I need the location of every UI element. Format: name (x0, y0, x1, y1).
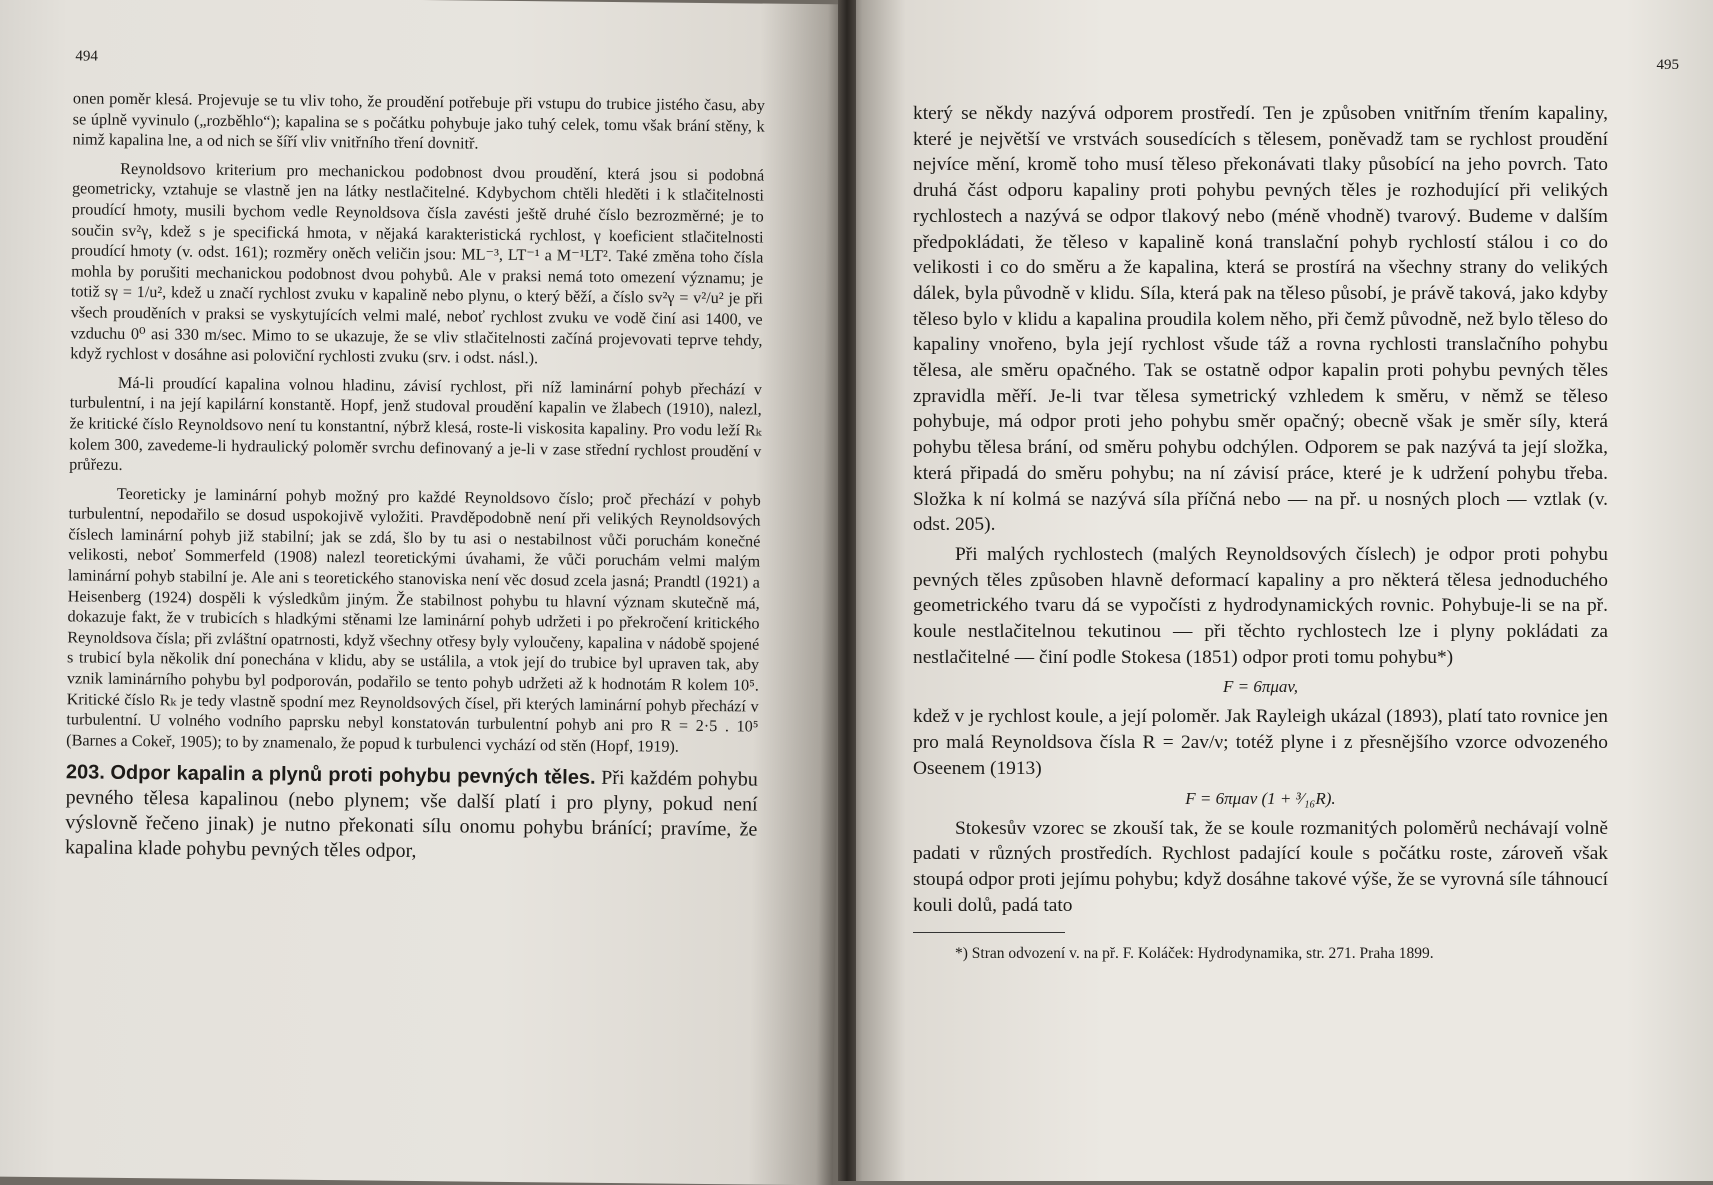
left-page (0, 0, 845, 1185)
paragraph: Má-li proudící kapalina volnou hladinu, závisí rychlost, při níž laminární pohyb přechází v turbulentní, i na její kapilární konstantě. Hopf, jenž studoval proudění kapalin ve žlabech (1910), nalezl, že kritické číslo Reynoldsovo není tu konstantní, nýbrž klesá, roste-li viskosita kapaliny. Pro vodu leží Rₖ kolem 300, zavedeme-li hydraulický poloměr svrchu definovaný a je-li v zase střední rychlost proudění v průřezu. (69, 373, 763, 474)
book-gutter (838, 0, 856, 1181)
paragraph: Při malých rychlostech (malých Reynoldsových číslech) je odpor proti pohybu pevných těles způsoben hlavně deformací kapaliny a pro některá tělesa jednoduchého geometrického tvaru dá se vypočísti z hydrodynamických rovnic. Pohybuje-li se na př. koule nestlačitelnou tekutinou — při těchto rychlostech lze i plyny pokládati za nestlačitelné — činí podle Stokesa (1851) odpor proti tomu pohybu*) (913, 543, 1608, 668)
page-number-right: 495 (1656, 57, 1679, 73)
section-title: Odpor kapalin a plynů proti pohybu pevných těles. (110, 762, 596, 790)
footnote: *) Stran odvození v. na př. F. Koláček: Hydrodynamika, str. 271. Praha 1899. (955, 945, 1434, 963)
paragraph: onen poměr klesá. Projevuje se tu vliv toho, že proudění potřebuje při vstupu do trubice jistého času, aby se úplně vyvinulo („rozběhlo“); kapalina se s počátku pohybuje jako tuhý celek, tomu však brání stěny, k nimž kapalina lne, a od nich se šíří vliv vnitřního tření dovnitř. (72, 89, 766, 153)
paragraph: který se někdy nazývá odporem prostředí. Ten je způsoben vnitřním třením kapaliny, které je největší ve vrstvách sousedících s tělesem, poněvadž tam se rychlost proudění nejvíce mění, kromě toho musí těleso překonávati tlaky působící na jeho povrch. Tato druhá část odporu kapaliny proti pohybu pevných těles je rozhodující při velikých rychlostech a nazývá se odpor tlakový nebo (méně vhodně) tvarový. Budeme v dalším předpokládati, že těleso v kapalině koná translační pohyb rychlostí stálou i co do velikosti i co do směru a že kapalina, která se prostírá na všechny strany do velikých dálek, byla původně v klidu. Síla, která pak na těleso působí, je právě taková, jako kdyby těleso bylo v klidu a kapalina proudila kolem něho, při čemž původně, než bylo těleso do kapaliny vnořeno, byla její rychlost všude táž a rovna rychlosti translačního pohybu tělesa, ale směru opačného. Tak se ostatně odpor kapalin proti pohybu pevných těles zpravidla měří. Je-li tvar tělesa symetrický vzhledem k směru, v němž se těleso pohybuje, má odpor proti jeho pohybu směr opačný; obecně však je směr síly, která pohybu tělesa brání, od směru pohybu odchýlen. Odporem se pak nazývá ta její složka, která připadá do směru pohybu; na ní závisí práce, které je k udržení pohybu třeba. Složka k ní kolmá se nazývá síla příčná nebo — na př. u nosných ploch — vztlak (v. odst. 205). (913, 103, 1608, 536)
section-number: 203. (65, 761, 105, 785)
paragraph: Stokesův vzorec se zkouší tak, že se koule rozmanitých poloměrů nechávají volně padati v různých prostředích. Rychlost padající koule s počátku roste, zároveň však stoupá odpor proti jejímu pohybu; když dosáhne takové výše, že se vyrovná síle táhnoucí kouli dolů, padá tato (913, 817, 1608, 916)
footnote-rule (913, 932, 1065, 933)
right-page-body (913, 101, 1608, 965)
page-number-left: 494 (75, 48, 98, 65)
paragraph: kdež v je rychlost koule, a její poloměr. Jak Rayleigh ukázal (1893), platí tato rovnice jen pro malá Reynoldsova čísla R = 2av/ν; totéž plyne i z přesnějšího vzorce odvozeného Oseenem (1913) (913, 706, 1608, 779)
equation: F = 6πμav (1 + ³⁄₁₆R). (1185, 788, 1336, 808)
paragraph: Teoreticky je laminární pohyb možný pro každé Reynoldsovo číslo; proč přechází v pohyb turbulentní, nepodařilo se dosud uspokojivě vyložiti. Pravděpodobně není při velikých Reynoldsových číslech laminární pohyb již stabilní; jak se zdá, šlo by tu asi o nestabilnost vůči poruchám konečné velikosti, neboť Sommerfeld (1908) nalezl teoretickými úvahami, že vůči poruchám velmi malým laminární pohyb stabilní je. Ale ani s teoretického stanoviska není věc dosud zcela jasná; Prandtl (1921) a Heisenberg (1924) dospěli k výsledkům jiným. Že stabilnost pohybu tu hlavní význam skutečně má, dokazuje fakt, že v trubicích s hladkými stěnami lze laminární pohyb udržeti i po překročení kritického Reynoldsova čísla; při zvláštní opatrnosti, když všechny otřesy byly vyloučeny, kapalina v nádobě spojené s trubicí byla několik dní ponechána v klidu, aby se ustálila, a vtok její do trubice byl upraven tak, aby vznik laminárního pohybu byl podporován, podařilo se tento pohyb udržeti až k hodnotám R kolem 10⁵. Kritické číslo Rₖ je tedy vlastně spodní mez Reynoldsových čísel, při kterých laminární pohyb přechází v turbulentní. U volného vodního paprsku nebyl konstatován turbulentní pohyb ani pro R = 2·5 . 10⁵ (Barnes a Cokeř, 1905); to by znamenalo, že popud k turbulenci vychází od stěn (Hopf, 1919). (66, 484, 761, 756)
paragraph: Reynoldsovo kriterium pro mechanickou podobnost dvou proudění, která jsou si podobná geometricky, vztahuje se vlastně jen na látky nestlačitelné. Kdybychom chtěli hleděti i k stlačitelnosti proudící hmoty, musili bychom vedle Reynoldsova čísla zavésti ještě druhé číslo bezrozměrné; je to součin sv²γ, kdež s je specifická hmota, v nějaká karakteristická rychlost, γ koeficient stlačitelnosti proudící hmoty (v. odst. 161); rozměry oněch veličin jsou: ML⁻³, LT⁻¹ a M⁻¹LT². Také změna toho čísla mohla by porušiti mechanickou podobnost dvou pohybů. Ale v praksi nemá toto omezení významu; je totiž sγ = 1/u², kdež u značí rychlost zvuku v kapalině nebo plynu, o který běží, a číslo sv²γ = v²/u² je při všech prouděních v praksi se vyskytujících velmi malé, neboť rychlost zvuku ve vodě činí asi 1400, ve vzduchu 0⁰ asi 330 m/sec. Mimo to se ukazuje, že se vliv stlačitelnosti začíná projevovati teprve tehdy, když rychlost v dosáhne asi poloviční rychlosti zvuku (srv. i odst. násl.). (70, 159, 765, 368)
left-page-body (65, 88, 765, 868)
section-203 (65, 761, 758, 868)
equation: F = 6πμav, (1223, 677, 1298, 697)
section-text: Při každém pohybu pevného tělesa kapalinou (nebo plynem; vše další platí i pro plyny, pokud není výslovně řečeno jinak) je nutno překonati sílu onomu pohybu bránící; pravíme, že kapalina klade pohybu pevných těles odpor, (64, 767, 758, 863)
